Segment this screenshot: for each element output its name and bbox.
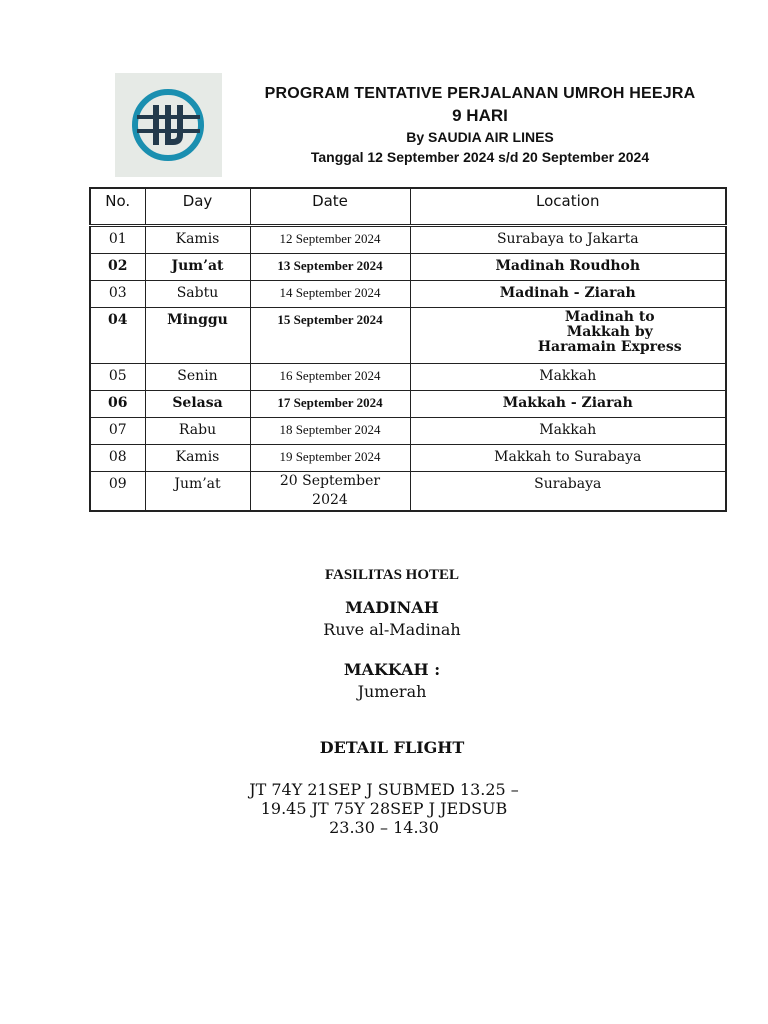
flight-details (212, 780, 556, 837)
cell-day: Minggu (145, 308, 250, 364)
cell-location: Madinah Roudhoh (410, 254, 726, 281)
table-row (90, 281, 726, 308)
airline-label: By SAUDIA AIR LINES (406, 129, 554, 145)
cell-location (410, 308, 726, 364)
makkah-hotel: Jumerah (357, 682, 427, 701)
flight-line: 23.30 – 14.30 (329, 818, 439, 837)
table-row (90, 254, 726, 281)
cell-date: 12 September 2024 (250, 226, 410, 254)
company-logo (115, 73, 222, 177)
cell-date: 17 September 2024 (250, 391, 410, 418)
location-line: Madinah to (564, 309, 655, 325)
date-range-label: Tanggal 12 September 2024 s/d 20 September 2024 (310, 149, 650, 165)
hj-logo-icon (115, 73, 222, 177)
cell-day: Kamis (145, 226, 250, 254)
cell-day: Jum’at (145, 254, 250, 281)
cell-day: Sabtu (145, 281, 250, 308)
cell-date: 15 September 2024 (250, 308, 410, 364)
table-row (90, 364, 726, 391)
cell-day: Senin (145, 364, 250, 391)
duration-label: 9 HARI (452, 106, 508, 125)
cell-day: Kamis (145, 445, 250, 472)
location-line: Haramain Express (537, 339, 682, 355)
header-no: No. (90, 188, 145, 226)
header-location: Location (410, 188, 726, 226)
cell-no: 04 (90, 308, 145, 364)
cell-location: Makkah (410, 418, 726, 445)
cell-date: 18 September 2024 (250, 418, 410, 445)
hotel-section-title: FASILITAS HOTEL (324, 567, 460, 583)
header-date: Date (250, 188, 410, 226)
cell-no: 01 (90, 226, 145, 254)
cell-location: Surabaya to Jakarta (410, 226, 726, 254)
table-header-row (90, 188, 726, 226)
madinah-hotel: Ruve al-Madinah (323, 620, 461, 639)
header-day: Day (145, 188, 250, 226)
cell-no: 03 (90, 281, 145, 308)
table-row (90, 391, 726, 418)
cell-day: Selasa (145, 391, 250, 418)
cell-date: 13 September 2024 (250, 254, 410, 281)
table-row (90, 418, 726, 445)
table-row (90, 308, 726, 364)
cell-day: Rabu (145, 418, 250, 445)
cell-no: 02 (90, 254, 145, 281)
cell-location: Makkah (410, 364, 726, 391)
flight-section-title: DETAIL FLIGHT (319, 738, 465, 757)
cell-no: 07 (90, 418, 145, 445)
flight-line: JT 74Y 21SEP J SUBMED 13.25 – (249, 780, 519, 799)
cell-day: Jum’at (145, 472, 250, 512)
cell-location: Surabaya (410, 472, 726, 512)
date-line: 2024 (312, 492, 348, 508)
cell-no: 08 (90, 445, 145, 472)
cell-date: 16 September 2024 (250, 364, 410, 391)
location-line: Makkah by (566, 324, 653, 340)
table-row (90, 445, 726, 472)
date-line: 20 September (279, 473, 381, 489)
cell-date (250, 472, 410, 512)
cell-location: Madinah - Ziarah (410, 281, 726, 308)
table-row (90, 472, 726, 512)
flight-line: 19.45 JT 75Y 28SEP J JEDSUB (260, 799, 508, 818)
itinerary-table (89, 187, 727, 512)
cell-location: Makkah to Surabaya (410, 445, 726, 472)
madinah-label: MADINAH (345, 598, 439, 617)
cell-date: 14 September 2024 (250, 281, 410, 308)
cell-location: Makkah - Ziarah (410, 391, 726, 418)
cell-no: 09 (90, 472, 145, 512)
makkah-label: MAKKAH : (343, 660, 441, 679)
cell-no: 05 (90, 364, 145, 391)
program-title: PROGRAM TENTATIVE PERJALANAN UMROH HEEJRA (264, 85, 696, 102)
cell-date: 19 September 2024 (250, 445, 410, 472)
cell-no: 06 (90, 391, 145, 418)
table-row (90, 226, 726, 254)
